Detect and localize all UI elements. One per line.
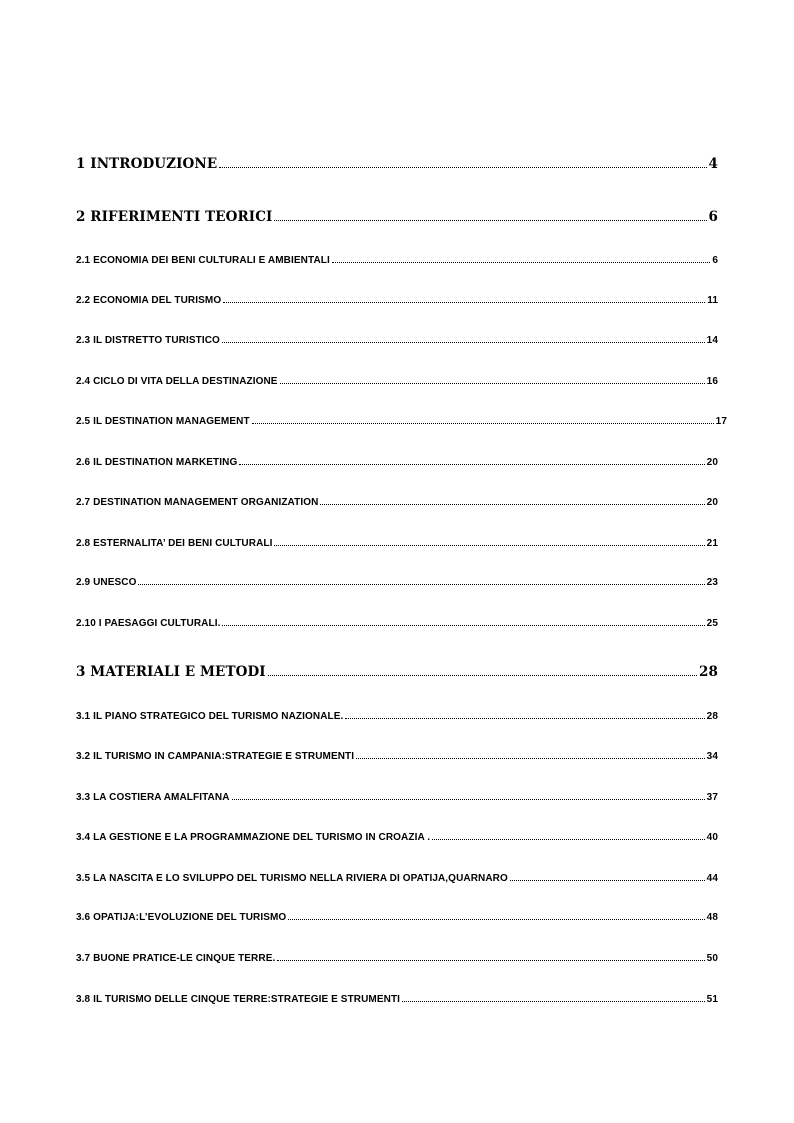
toc-entry-label: 2.7 DESTINATION MANAGEMENT ORGANIZATION: [76, 496, 319, 508]
dot-leader: [277, 952, 704, 961]
toc-entry-page: 14: [706, 334, 718, 346]
toc-entry-page: 16: [706, 375, 718, 387]
toc-entry-page: 28: [699, 664, 718, 680]
toc-entry-label: 2.3 IL DISTRETTO TURISTICO: [76, 334, 220, 346]
toc-entry-label: 3.8 IL TURISMO DELLE CINQUE TERRE:STRATEGIE E STRUMENTI: [76, 993, 401, 1005]
toc-entry-page: 17: [715, 415, 727, 427]
toc-entry-label: 2.8 ESTERNALITA’ DEI BENI CULTURALI: [76, 537, 273, 549]
dot-leader: [356, 750, 705, 759]
dot-leader: [239, 456, 704, 465]
dot-leader: [252, 415, 714, 424]
toc-entry-page: 51: [706, 993, 718, 1005]
toc-entry[interactable]: [76, 294, 718, 306]
toc-entry-label: 3.6 OPATIJA:L’EVOLUZIONE DEL TURISMO: [76, 911, 287, 923]
toc-entry-page: 28: [706, 710, 718, 722]
dot-leader: [274, 209, 706, 221]
toc-entry-page: 37: [706, 791, 718, 803]
toc-entry-label: 2 RIFERIMENTI TEORICI: [76, 209, 273, 225]
toc-entry-label: 3 MATERIALI E METODI: [76, 664, 266, 680]
toc-entry-label: 2.4 CICLO DI VITA DELLA DESTINAZIONE: [76, 375, 278, 387]
dot-leader: [222, 334, 705, 343]
toc-entry[interactable]: [76, 156, 718, 172]
toc-entry-page: 21: [706, 537, 718, 549]
dot-leader: [268, 664, 697, 676]
toc-entry-page: 50: [706, 952, 718, 964]
toc-entry-page: 34: [706, 750, 718, 762]
toc-entry-page: 25: [706, 617, 718, 629]
dot-leader: [223, 294, 705, 303]
toc-entry-label: 2.9 UNESCO: [76, 576, 137, 588]
toc-entry-page: 11: [707, 294, 718, 306]
toc-entry[interactable]: [76, 831, 718, 843]
dot-leader: [138, 576, 704, 585]
toc-entry-label: 3.7 BUONE PRATICE-LE CINQUE TERRE.: [76, 952, 276, 964]
toc-entry-label: 2.1 ECONOMIA DEI BENI CULTURALI E AMBIENTALI: [76, 254, 330, 266]
dot-leader: [280, 375, 705, 384]
dot-leader: [320, 496, 704, 505]
toc-entry[interactable]: [76, 993, 718, 1005]
toc-entry-page: 23: [706, 576, 718, 588]
toc-entry-label: 3.1 IL PIANO STRATEGICO DEL TURISMO NAZIONALE.: [76, 710, 344, 722]
toc-entry-label: 2.10 I PAESAGGI CULTURALI.: [76, 617, 221, 629]
toc-entry[interactable]: [76, 537, 718, 549]
toc-entry[interactable]: [76, 496, 718, 508]
toc-entry-page: 4: [708, 156, 718, 172]
dot-leader: [432, 831, 705, 840]
toc-entry[interactable]: [76, 576, 718, 588]
dot-leader: [402, 993, 705, 1002]
toc-entry-label: 3.2 IL TURISMO IN CAMPANIA:STRATEGIE E STRUMENTI: [76, 750, 355, 762]
toc-entry-page: 48: [706, 911, 718, 923]
toc-entry-label: 3.5 LA NASCITA E LO SVILUPPO DEL TURISMO NELLA RIVIERA DI OPATIJA,QUARNARO: [76, 872, 508, 884]
toc-entry-label: 2.5 IL DESTINATION MANAGEMENT: [76, 415, 250, 427]
toc-entry[interactable]: [76, 710, 718, 722]
toc-entry-page: 6: [712, 254, 718, 266]
dot-leader: [345, 710, 704, 719]
toc-entry-page: 20: [706, 496, 718, 508]
toc-entry-label: 3.4 LA GESTIONE E LA PROGRAMMAZIONE DEL TURISMO IN CROAZIA .: [76, 831, 431, 843]
toc-entry[interactable]: [76, 664, 718, 680]
toc-entry-label: 1 INTRODUZIONE: [76, 156, 218, 172]
toc-entry[interactable]: [76, 872, 718, 884]
toc-entry[interactable]: [76, 456, 718, 468]
toc-entry-page: 40: [706, 831, 718, 843]
toc-entry[interactable]: [76, 617, 718, 629]
toc-entry[interactable]: [76, 254, 718, 266]
dot-leader: [510, 872, 705, 881]
toc-entry-page: 20: [706, 456, 718, 468]
dot-leader: [222, 617, 704, 626]
toc-entry-label: 3.3 LA COSTIERA AMALFITANA: [76, 791, 230, 803]
toc-entry[interactable]: [76, 952, 718, 964]
dot-leader: [288, 911, 704, 920]
toc-entry-page: 44: [706, 872, 718, 884]
toc-entry-page: 6: [708, 209, 718, 225]
toc-entry[interactable]: [76, 334, 718, 346]
toc-entry[interactable]: [76, 911, 718, 923]
toc-entry[interactable]: [76, 750, 718, 762]
toc-entry[interactable]: [76, 415, 727, 427]
dot-leader: [232, 791, 705, 800]
dot-leader: [274, 537, 704, 546]
toc-entry[interactable]: [76, 375, 718, 387]
toc-entry-label: 2.2 ECONOMIA DEL TURISMO: [76, 294, 222, 306]
dot-leader: [219, 156, 706, 168]
toc-entry-label: 2.6 IL DESTINATION MARKETING: [76, 456, 238, 468]
toc-entry[interactable]: [76, 209, 718, 225]
dot-leader: [332, 254, 710, 263]
toc-entry[interactable]: [76, 791, 718, 803]
